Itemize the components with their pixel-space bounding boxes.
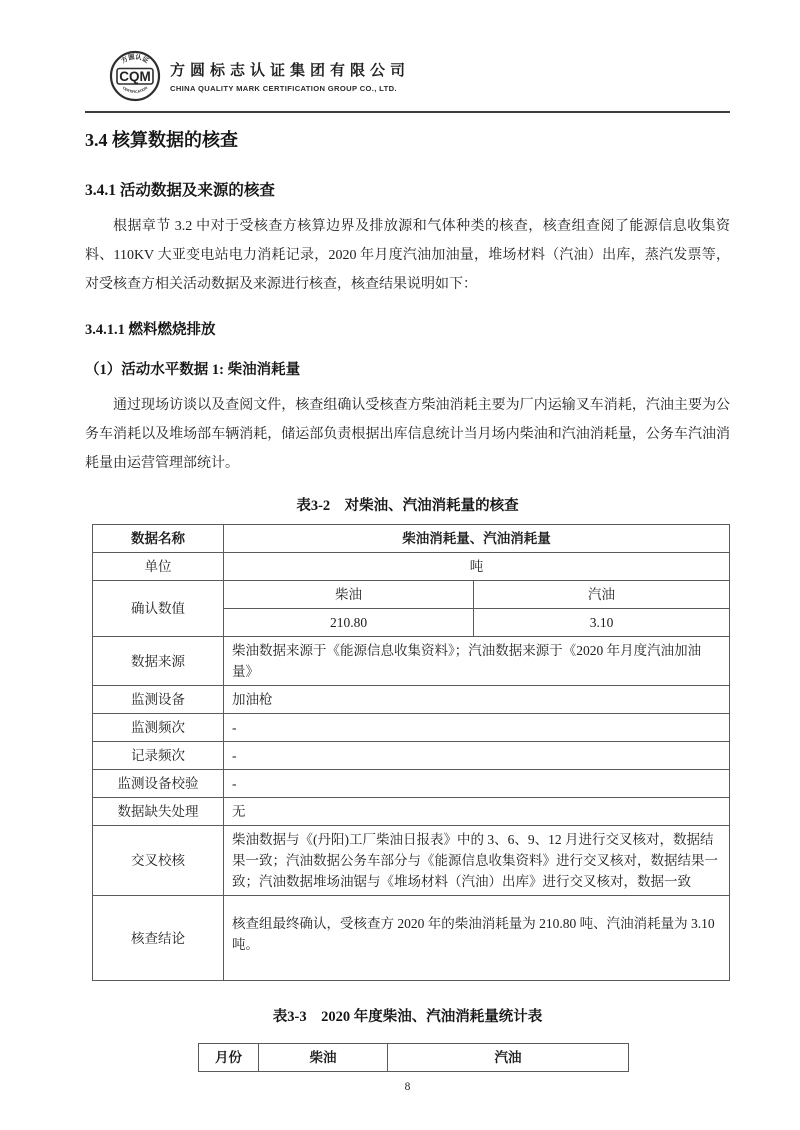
table-3-3 [198,1043,629,1072]
row-label: 数据来源 [93,637,224,686]
header-divider [85,111,730,113]
table-row [93,637,730,686]
subsubsection-heading: 3.4.1.1 燃料燃烧排放 [85,322,216,338]
table-3-3-caption: 表3-3 2020 年度柴油、汽油消耗量统计表 [272,1009,543,1025]
row-value: 无 [224,798,730,826]
diesel-column-header: 柴油 [259,1044,388,1072]
table-3-2-caption: 表3-2 对柴油、汽油消耗量的核查 [296,498,519,514]
table-header-row [199,1044,629,1072]
page-number: 8 [404,1081,411,1093]
row-value: 加油枪 [224,686,730,714]
table-row [93,581,730,609]
activity-data-heading: （1）活动水平数据 1: 柴油消耗量 [85,362,301,378]
row-value: 柴油数据来源于《能源信息收集资料》；汽油数据来源于《2020 年月度汽油加油量》 [224,637,730,686]
table-row [93,553,730,581]
table-row [93,896,730,981]
gasoline-value-cell: 3.10 [474,609,730,637]
company-name-english: CHINA QUALITY MARK CERTIFICATION GROUP CO., LTD. [170,84,397,93]
row-label: 数据缺失处理 [93,798,224,826]
row-label: 数据名称 [93,525,224,553]
logo-arc-bottom-text: CERTIFICATION [121,85,149,95]
logo-abbr-text: CQM [119,69,151,84]
table-row [93,798,730,826]
table-row [93,525,730,553]
row-label: 核查结论 [93,896,224,981]
row-label: 确认数值 [93,581,224,637]
table-3-2 [92,524,730,981]
svg-text:CERTIFICATION [122,86,149,94]
row-label: 监测设备校验 [93,770,224,798]
table-row [93,686,730,714]
company-name-chinese: 方圆标志认证集团有限公司 [170,63,411,79]
row-value: - [224,742,730,770]
table-row [93,770,730,798]
row-value: - [224,770,730,798]
row-value: 吨 [224,553,730,581]
row-label: 监测频次 [93,714,224,742]
company-header [109,50,730,102]
row-label: 记录频次 [93,742,224,770]
row-value: 核查组最终确认，受核查方 2020 年的柴油消耗量为 210.80 吨、汽油消耗量为 3.10 吨。 [224,896,730,981]
row-label: 监测设备 [93,686,224,714]
cqm-logo-icon [109,50,161,102]
table-row [93,714,730,742]
diesel-header-cell: 柴油 [224,581,474,609]
diesel-paragraph: 通过现场访谈以及查阅文件，核查组确认受核查方柴油消耗主要为厂内运输叉车消耗，汽油主要为公务车消耗以及堆场部车辆消耗，储运部负责根据出库信息统计当月场内柴油和汽油消耗量，公务车汽油消耗量由运营管理部统计。 [85,398,730,471]
table-row [93,742,730,770]
row-value: 柴油消耗量、汽油消耗量 [224,525,730,553]
row-value: 柴油数据与《(丹阳)工厂柴油日报表》中的 3、6、9、12 月进行交叉核对，数据结果一致；汽油数据公务车部分与《能源信息收集资料》进行交叉核对，数据结果一致；汽油数据堆场油锯与《堆场材料（汽油）出库》进行交叉核对，数据一致 [224,826,730,896]
row-value: - [224,714,730,742]
section-heading: 3.4 核算数据的核查 [85,130,238,150]
month-column-header: 月份 [199,1044,259,1072]
row-label: 交叉校核 [93,826,224,896]
gasoline-header-cell: 汽油 [474,581,730,609]
intro-paragraph: 根据章节 3.2 中对于受核查方核算边界及排放源和气体种类的核查，核查组查阅了能源信息收集资料、110KV 大亚变电站电力消耗记录，2020 年月度汽油加油量，堆场材料（汽油）出库，蒸汽发票等，对受核查方相关活动数据及来源进行核查，核查结果说明如下： [85,219,730,292]
gasoline-column-header: 汽油 [388,1044,629,1072]
company-names [170,59,410,93]
table-row [93,826,730,896]
logo-arc-top-text: 方圆认证 [120,53,150,65]
row-label: 单位 [93,553,224,581]
subsection-heading: 3.4.1 活动数据及来源的核查 [85,182,275,199]
diesel-value-cell: 210.80 [224,609,474,637]
